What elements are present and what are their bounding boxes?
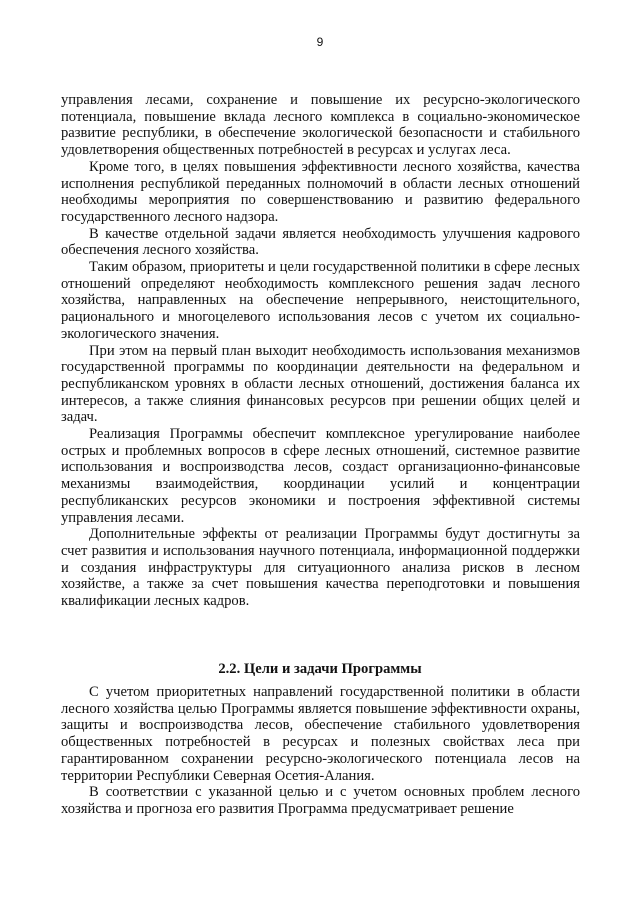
paragraph: Кроме того, в целях повышения эффективности лесного хозяйства, качества исполнения республикой переданных полномочий в области лесных отношений необходимы мероприятия по совершенствованию и развитию федерального государственного лесного надзора.: [61, 158, 580, 225]
paragraph: С учетом приоритетных направлений государственной политики в области лесного хозяйства целью Программы является повышение эффективности охраны, защиты и воспроизводства лесов, обеспечение стабильного удовлетворения общественных потребностей в ресурсах и полезных свойствах леса при гарантированном сохранении ресурсно-экологического потенциала лесов на территории Республики Северная Осетия-Алания.: [61, 684, 580, 784]
section-heading: 2.2. Цели и задачи Программы: [218, 661, 422, 677]
page-number: 9: [316, 35, 324, 49]
paragraph: При этом на первый план выходит необходимость использования механизмов государственной программы по координации деятельности на федеральном и республиканском уровнях в области лесных отношений, достижения баланса их интересов, а также слияния финансовых ресурсов при решении общих целей и задач.: [61, 342, 580, 426]
section-body-one: [61, 92, 580, 610]
paragraph: Дополнительные эффекты от реализации Программы будут достигнуты за счет развития и использования научного потенциала, информационной поддержки и создания инфраструктуры для ситуационного анализа рисков в лесном хозяйстве, а также за счет повышения качества переподготовки и повышения квалификации лесных кадров.: [61, 526, 580, 610]
paragraph: В соответствии с указанной целью и с учетом основных проблем лесного хозяйства и прогноза его развития Программа предусматривает решение: [61, 784, 580, 817]
paragraph: управления лесами, сохранение и повышение их ресурсно-экологического потенциала, повышение вклада лесного комплекса в социально-экономическое развитие республики, в обеспечение экологической безопасности и стабильного удовлетворения общественных потребностей в ресурсах и услугах леса.: [61, 92, 580, 159]
paragraph: Таким образом, приоритеты и цели государственной политики в сфере лесных отношений определяют необходимость комплексного решения задач лесного хозяйства, направленных на обеспечение непрерывного, неистощительного, рационального и многоцелевого использования лесов с учетом их социально-экологического значения.: [61, 259, 580, 342]
paragraph: Реализация Программы обеспечит комплексное урегулирование наиболее острых и проблемных вопросов в сфере лесных отношений, системное развитие использования и воспроизводства лесов, создаст организационно-финансовые механизмы взаимодействия, координации усилий и концентрации республиканских ресурсов экономики и построения эффективной системы управления лесами.: [61, 426, 580, 526]
paragraph: В качестве отдельной задачи является необходимость улучшения кадрового обеспечения лесного хозяйства.: [61, 225, 580, 259]
section-body-two: [61, 684, 580, 818]
